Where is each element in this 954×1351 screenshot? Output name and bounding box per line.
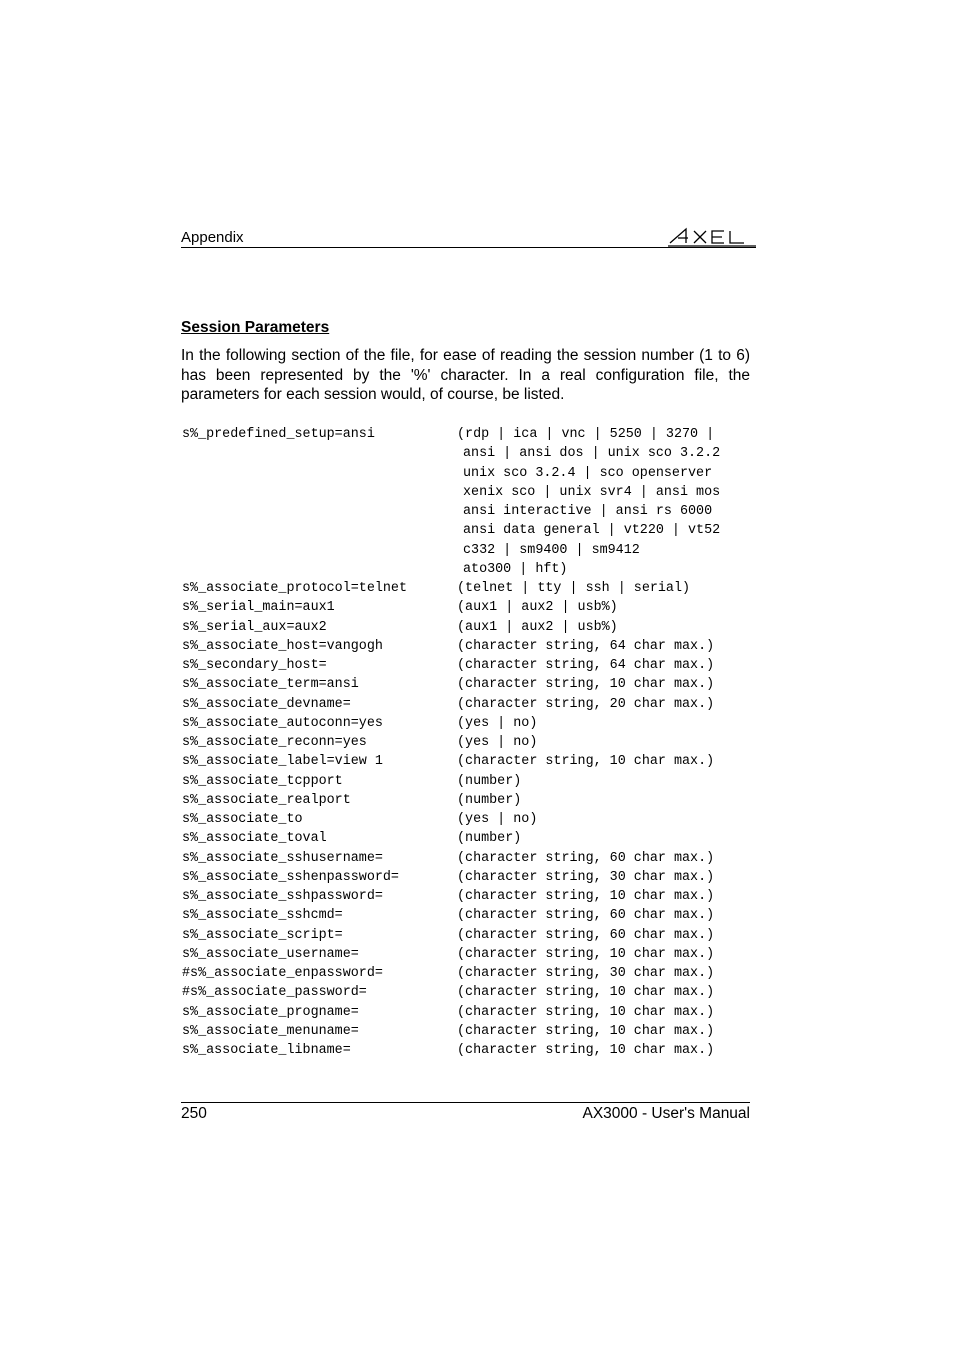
- parameter-name: s%_associate_term=ansi: [182, 677, 359, 693]
- parameter-allowed-values: [457, 983, 752, 1002]
- parameter-allowed-values: [457, 733, 752, 752]
- parameter-row: [182, 695, 752, 714]
- parameter-value-line: (number): [457, 773, 522, 789]
- parameter-allowed-values: [457, 1003, 752, 1022]
- page-footer: [181, 1102, 750, 1122]
- parameter-value-line: (character string, 10 char max.): [457, 1043, 715, 1058]
- parameter-allowed-values: [457, 849, 752, 868]
- header-section-label: Appendix: [181, 229, 244, 246]
- parameter-name: s%_associate_devname=: [182, 696, 351, 712]
- parameter-value-line: (character string, 10 char max.): [457, 985, 715, 1001]
- parameter-allowed-values: [457, 579, 752, 598]
- parameter-allowed-values: [457, 810, 752, 829]
- parameter-name: s%_associate_tcpport: [182, 773, 343, 789]
- parameter-value-line: (character string, 10 char max.): [457, 1023, 715, 1039]
- parameter-name: s%_associate_libname=: [182, 1043, 351, 1058]
- parameter-value-line: (character string, 10 char max.): [457, 946, 715, 962]
- parameter-name: s%_associate_sshenpassword=: [182, 869, 399, 885]
- parameter-value-line: (character string, 10 char max.): [457, 754, 715, 770]
- parameter-value-line: (character string, 60 char max.): [457, 927, 715, 943]
- parameter-row: [182, 637, 752, 656]
- parameter-allowed-values: [457, 868, 752, 887]
- parameter-value-line: (rdp | ica | vnc | 5250 | 3270 |: [457, 427, 715, 442]
- parameter-row: [182, 772, 752, 791]
- parameter-allowed-values: [457, 964, 752, 983]
- parameter-name: s%_associate_protocol=telnet: [182, 581, 407, 596]
- parameter-row: [182, 598, 752, 617]
- parameter-name: #s%_associate_password=: [182, 985, 367, 1001]
- parameter-value-line: (telnet | tty | ssh | serial): [457, 581, 691, 596]
- parameter-value-line: (character string, 64 char max.): [457, 638, 715, 654]
- parameter-row: [182, 425, 752, 579]
- parameter-allowed-values: [457, 1022, 752, 1041]
- parameter-row: [182, 945, 752, 964]
- parameter-value-line: ansi interactive | ansi rs 6000: [463, 504, 713, 519]
- page-header: [181, 225, 756, 248]
- parameter-name: s%_serial_aux=aux2: [182, 619, 327, 635]
- parameter-row: [182, 983, 752, 1002]
- parameter-row: [182, 714, 752, 733]
- parameter-name: #s%_associate_enpassword=: [182, 966, 383, 981]
- parameter-name: s%_associate_username=: [182, 946, 359, 962]
- parameter-name: s%_associate_sshusername=: [182, 850, 383, 866]
- parameter-allowed-values: [457, 656, 752, 675]
- parameter-allowed-values: [457, 887, 752, 906]
- parameter-value-line: (character string, 10 char max.): [457, 677, 715, 693]
- parameter-value-line: (character string, 60 char max.): [457, 908, 715, 924]
- parameter-row: [182, 656, 752, 675]
- parameter-row: [182, 675, 752, 694]
- section-title: Session Parameters: [181, 319, 330, 336]
- parameter-value-line: (yes | no): [457, 735, 538, 750]
- parameter-allowed-values: [457, 829, 752, 848]
- parameter-allowed-values: [457, 791, 752, 810]
- parameter-allowed-values: [457, 945, 752, 964]
- parameter-row: [182, 752, 752, 771]
- parameter-name: s%_associate_label=view 1: [182, 754, 383, 770]
- parameter-value-line: (aux1 | aux2 | usb%): [457, 600, 618, 616]
- parameter-row: [182, 579, 752, 598]
- manual-title: AX3000 - User's Manual: [582, 1105, 750, 1122]
- parameter-value-line: (character string, 10 char max.): [457, 889, 715, 904]
- parameter-row: [182, 1041, 752, 1060]
- parameter-value-line: (yes | no): [457, 715, 538, 731]
- parameter-name: s%_predefined_setup=ansi: [182, 427, 375, 442]
- parameter-name: s%_associate_toval: [182, 831, 327, 847]
- parameter-allowed-values: [457, 637, 752, 656]
- parameter-row: [182, 849, 752, 868]
- parameter-row: [182, 964, 752, 983]
- parameter-row: [182, 926, 752, 945]
- parameter-row: [182, 733, 752, 752]
- parameter-row: [182, 868, 752, 887]
- parameter-allowed-values: [457, 675, 752, 694]
- parameter-allowed-values: [457, 926, 752, 945]
- parameter-name: s%_associate_progname=: [182, 1004, 359, 1020]
- parameter-allowed-values: [457, 752, 752, 771]
- parameter-value-line: unix sco 3.2.4 | sco openserver: [463, 465, 713, 481]
- parameter-value-line: (character string, 60 char max.): [457, 850, 715, 866]
- parameter-value-line: (character string, 20 char max.): [457, 696, 715, 712]
- parameter-value-line: ansi | ansi dos | unix sco 3.2.2: [463, 446, 721, 462]
- parameter-row: [182, 1003, 752, 1022]
- parameter-row: [182, 887, 752, 906]
- parameter-row: [182, 791, 752, 810]
- parameter-name: s%_associate_realport: [182, 792, 351, 808]
- parameter-value-line: (character string, 10 char max.): [457, 1004, 715, 1020]
- parameter-value-line: (character string, 30 char max.): [457, 869, 715, 885]
- parameter-value-line: (number): [457, 792, 522, 808]
- parameter-name: s%_associate_reconn=yes: [182, 735, 367, 750]
- parameter-name: s%_associate_menuname=: [182, 1023, 359, 1039]
- parameter-value-line: xenix sco | unix svr4 | ansi mos: [463, 484, 721, 500]
- parameter-name: s%_serial_main=aux1: [182, 600, 335, 616]
- parameter-row: [182, 618, 752, 637]
- parameter-value-line: ato300 | hft): [463, 561, 568, 577]
- parameter-row: [182, 810, 752, 829]
- parameter-name: s%_associate_host=vangogh: [182, 638, 383, 654]
- parameter-name: s%_secondary_host=: [182, 658, 327, 673]
- parameter-row: [182, 829, 752, 848]
- parameter-value-line: (character string, 64 char max.): [457, 658, 715, 673]
- parameter-allowed-values: [457, 906, 752, 925]
- parameter-name: s%_associate_sshpassword=: [182, 889, 383, 904]
- parameter-listing: [182, 425, 752, 1060]
- parameter-value-line: (character string, 30 char max.): [457, 966, 715, 981]
- parameter-name: s%_associate_script=: [182, 927, 343, 943]
- parameter-allowed-values: [457, 695, 752, 714]
- parameter-value-line: (aux1 | aux2 | usb%): [457, 619, 618, 635]
- parameter-allowed-values: [457, 618, 752, 637]
- intro-paragraph: In the following section of the file, for ease of reading the session number (1 to 6) has been represented by the '%' character. In a real configuration file, the parameters for each session would, of course, be listed.: [181, 347, 750, 403]
- parameter-value-line: (number): [457, 831, 522, 847]
- parameter-row: [182, 1022, 752, 1041]
- parameter-row: [182, 906, 752, 925]
- parameter-allowed-values: [457, 1041, 752, 1060]
- page-number: 250: [181, 1105, 207, 1122]
- parameter-allowed-values: [457, 714, 752, 733]
- parameter-name: s%_associate_sshcmd=: [182, 908, 343, 924]
- parameter-value-line: (yes | no): [457, 812, 538, 827]
- parameter-value-line: c332 | sm9400 | sm9412: [463, 542, 640, 558]
- axel-logo: [668, 225, 756, 247]
- parameter-value-line: ansi data general | vt220 | vt52: [463, 523, 721, 539]
- parameter-name: s%_associate_to: [182, 812, 303, 827]
- parameter-allowed-values: [457, 598, 752, 617]
- parameter-allowed-values: [457, 772, 752, 791]
- parameter-allowed-values: [457, 425, 752, 579]
- parameter-name: s%_associate_autoconn=yes: [182, 715, 383, 731]
